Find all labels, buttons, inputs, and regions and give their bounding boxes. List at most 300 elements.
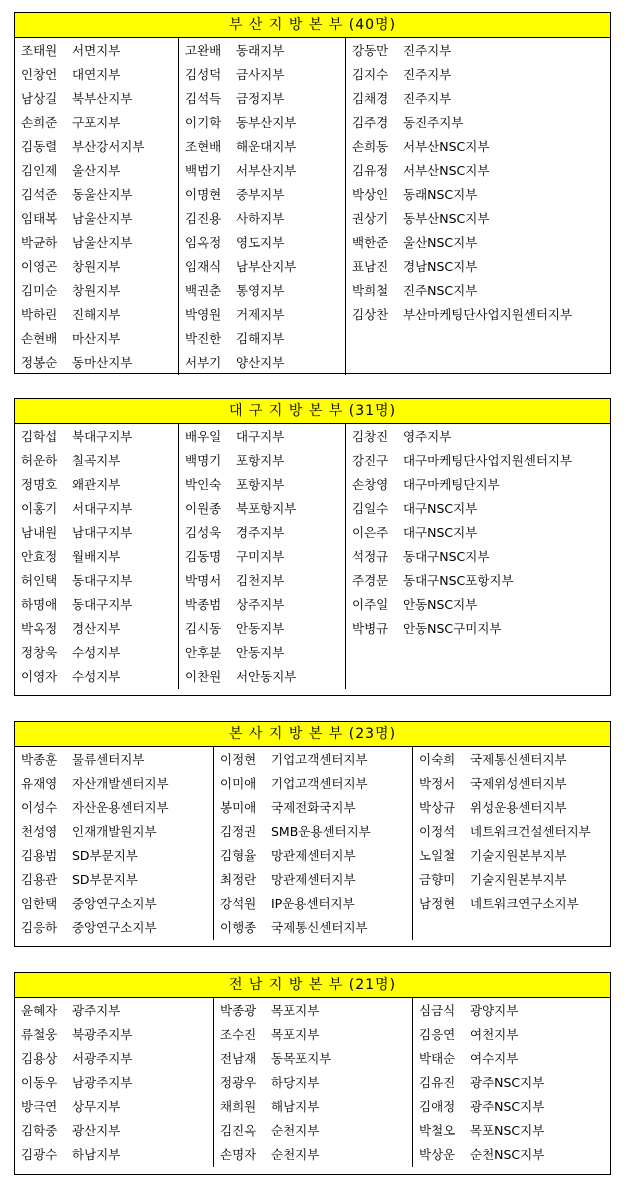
member-entry <box>15 820 213 844</box>
member-column <box>213 998 412 1167</box>
member-name: 강진구 <box>352 453 389 468</box>
member-name: 김응연 <box>419 1027 456 1042</box>
member-org: 위성운용센터지부 <box>470 800 567 815</box>
member-org: 동래지부 <box>236 43 285 58</box>
member-org: 북부산지부 <box>72 91 133 106</box>
member-org: 양산지부 <box>236 355 285 370</box>
member-name: 이주일 <box>352 597 389 612</box>
member-org: 동대구지부 <box>72 597 133 612</box>
member-name: 고완배 <box>185 43 222 58</box>
member-entry <box>214 1047 412 1071</box>
member-org: 안동NSC구미지부 <box>403 621 502 636</box>
section-title: 대 구 지 방 본 부 (31명) <box>15 399 610 424</box>
member-name: 이행종 <box>220 920 257 935</box>
member-entry <box>15 1143 213 1167</box>
member-entry <box>15 1071 213 1095</box>
member-entry <box>179 159 345 183</box>
member-name: 김용관 <box>21 872 58 887</box>
member-entry <box>179 569 345 593</box>
member-org: 동울산지부 <box>72 187 133 202</box>
member-org: 광주지부 <box>72 1003 121 1018</box>
member-entry <box>346 303 610 327</box>
member-name: 김시동 <box>185 621 222 636</box>
member-entry <box>15 87 178 111</box>
member-org: 중부지부 <box>236 187 285 202</box>
member-name: 노일철 <box>419 848 456 863</box>
member-entry <box>179 545 345 569</box>
member-entry <box>214 868 412 892</box>
member-entry <box>179 303 345 327</box>
member-entry <box>15 545 178 569</box>
member-entry <box>346 593 610 617</box>
member-entry <box>413 999 610 1023</box>
member-name: 김진용 <box>185 211 222 226</box>
member-name: 권상기 <box>352 211 389 226</box>
member-name: 이영곤 <box>21 259 58 274</box>
member-org: 해운대지부 <box>236 139 297 154</box>
member-entry <box>15 135 178 159</box>
member-name: 정창욱 <box>21 645 58 660</box>
member-org: 망관제센터지부 <box>271 872 356 887</box>
member-column <box>178 38 345 375</box>
member-entry <box>15 303 178 327</box>
section-title: 본 사 지 방 본 부 (23명) <box>15 722 610 747</box>
member-org: 울산지부 <box>72 163 121 178</box>
member-org: 자산운용센터지부 <box>72 800 169 815</box>
member-entry <box>214 820 412 844</box>
member-name: 정광우 <box>220 1075 257 1090</box>
member-entry <box>179 111 345 135</box>
member-org: 부산강서지부 <box>72 139 145 154</box>
member-entry <box>15 999 213 1023</box>
member-org: 왜관지부 <box>72 477 121 492</box>
member-org: 목포NSC지부 <box>470 1123 545 1138</box>
member-name: 박옥정 <box>21 621 58 636</box>
member-org: 순천지부 <box>271 1147 320 1162</box>
member-org: 포항지부 <box>236 453 285 468</box>
member-org: 광양지부 <box>470 1003 519 1018</box>
member-org: 순천지부 <box>271 1123 320 1138</box>
member-org: 남광주지부 <box>72 1075 133 1090</box>
member-org: 기술지원본부지부 <box>470 848 567 863</box>
member-entry <box>346 207 610 231</box>
member-name: 김용상 <box>21 1051 58 1066</box>
member-name: 류철웅 <box>21 1027 58 1042</box>
member-entry <box>15 796 213 820</box>
member-entry <box>15 617 178 641</box>
member-entry <box>15 63 178 87</box>
member-entry <box>346 617 610 641</box>
member-name: 김창진 <box>352 429 389 444</box>
member-columns <box>15 38 610 375</box>
member-org: 순천NSC지부 <box>470 1147 545 1162</box>
member-name: 서부기 <box>185 355 222 370</box>
member-entry <box>179 665 345 689</box>
member-org: 김천지부 <box>236 573 285 588</box>
member-entry <box>346 279 610 303</box>
member-entry <box>15 449 178 473</box>
member-entry <box>179 63 345 87</box>
member-name: 김동렬 <box>21 139 58 154</box>
section-busan <box>14 12 611 374</box>
member-org: 목포지부 <box>271 1003 320 1018</box>
member-entry <box>214 796 412 820</box>
member-entry <box>346 473 610 497</box>
member-name: 박병규 <box>352 621 389 636</box>
section-jeonnam <box>14 972 611 1175</box>
member-name: 손희동 <box>352 139 389 154</box>
member-org: 진주NSC지부 <box>403 283 478 298</box>
member-entry <box>15 868 213 892</box>
member-name: 채희원 <box>220 1099 257 1114</box>
member-org: 자산개발센터지부 <box>72 776 169 791</box>
member-entry <box>179 473 345 497</box>
member-entry <box>214 1095 412 1119</box>
member-name: 허인택 <box>21 573 58 588</box>
member-entry <box>15 473 178 497</box>
member-entry <box>346 159 610 183</box>
member-name: 김정권 <box>220 824 257 839</box>
member-entry <box>413 892 610 916</box>
member-entry <box>15 1047 213 1071</box>
member-org: 국제위성센터지부 <box>470 776 567 791</box>
member-entry <box>413 748 610 772</box>
member-org: 동목포지부 <box>271 1051 332 1066</box>
member-entry <box>413 1095 610 1119</box>
member-org: 월배지부 <box>72 549 121 564</box>
member-org: 김해지부 <box>236 331 285 346</box>
member-entry <box>179 351 345 375</box>
member-org: 수성지부 <box>72 645 121 660</box>
member-name: 박영원 <box>185 307 222 322</box>
member-org: 광주NSC지부 <box>470 1075 545 1090</box>
member-entry <box>346 111 610 135</box>
member-columns <box>15 747 610 940</box>
member-entry <box>214 892 412 916</box>
member-org: 마산지부 <box>72 331 121 346</box>
member-name: 박종광 <box>220 1003 257 1018</box>
member-org: 동마산지부 <box>72 355 133 370</box>
member-name: 김채경 <box>352 91 389 106</box>
member-name: 김일수 <box>352 501 389 516</box>
member-name: 임태복 <box>21 211 58 226</box>
member-org: 금정지부 <box>236 91 285 106</box>
member-org: 진주지부 <box>403 43 452 58</box>
member-name: 박진한 <box>185 331 222 346</box>
member-org: 동래NSC지부 <box>403 187 478 202</box>
member-org: 광주NSC지부 <box>470 1099 545 1114</box>
member-entry <box>346 569 610 593</box>
section-daegu <box>14 398 611 696</box>
member-name: 김광수 <box>21 1147 58 1162</box>
member-entry <box>15 279 178 303</box>
member-name: 김응하 <box>21 920 58 935</box>
member-name: 김유진 <box>419 1075 456 1090</box>
member-entry <box>15 159 178 183</box>
member-org: 서부산NSC지부 <box>403 139 490 154</box>
member-columns <box>15 998 610 1167</box>
member-org: 하남지부 <box>72 1147 121 1162</box>
member-name: 남정현 <box>419 896 456 911</box>
member-entry <box>15 207 178 231</box>
member-name: 손명자 <box>220 1147 257 1162</box>
member-entry <box>179 279 345 303</box>
member-org: 안동NSC지부 <box>403 597 478 612</box>
member-name: 박정서 <box>419 776 456 791</box>
member-entry <box>179 135 345 159</box>
member-entry <box>15 39 178 63</box>
member-entry <box>214 1071 412 1095</box>
member-name: 배우일 <box>185 429 222 444</box>
member-org: 금사지부 <box>236 67 285 82</box>
section-title: 전 남 지 방 본 부 (21명) <box>15 973 610 998</box>
member-org: 중앙연구소지부 <box>72 896 157 911</box>
member-entry <box>346 135 610 159</box>
member-org: 대구지부 <box>236 429 285 444</box>
member-name: 정명호 <box>21 477 58 492</box>
member-org: 대구NSC지부 <box>403 501 478 516</box>
member-name: 윤혜자 <box>21 1003 58 1018</box>
member-name: 이미애 <box>220 776 257 791</box>
member-name: 금향미 <box>419 872 456 887</box>
member-entry <box>346 183 610 207</box>
member-org: 진주지부 <box>403 91 452 106</box>
member-entry <box>346 545 610 569</box>
member-org: 하당지부 <box>271 1075 320 1090</box>
section-title: 부 산 지 방 본 부 (40명) <box>15 13 610 38</box>
member-entry <box>15 665 178 689</box>
member-name: 이성수 <box>21 800 58 815</box>
member-entry <box>346 39 610 63</box>
member-name: 인창언 <box>21 67 58 82</box>
member-org: 기업고객센터지부 <box>271 752 368 767</box>
member-org: 칠곡지부 <box>72 453 121 468</box>
member-org: 여수지부 <box>470 1051 519 1066</box>
member-column <box>412 747 610 940</box>
member-column <box>15 38 178 375</box>
member-name: 허운하 <box>21 453 58 468</box>
member-entry <box>346 497 610 521</box>
member-org: 영도지부 <box>236 235 285 250</box>
member-org: 기업고객센터지부 <box>271 776 368 791</box>
member-columns <box>15 424 610 689</box>
member-entry <box>15 231 178 255</box>
member-entry <box>214 844 412 868</box>
member-entry <box>15 844 213 868</box>
member-name: 석정규 <box>352 549 389 564</box>
member-org: 경남NSC지부 <box>403 259 478 274</box>
member-entry <box>413 1119 610 1143</box>
member-entry <box>179 39 345 63</box>
member-name: 임재식 <box>185 259 222 274</box>
member-entry <box>214 916 412 940</box>
member-name: 이찬원 <box>185 669 222 684</box>
member-name: 주경문 <box>352 573 389 588</box>
member-name: 김지수 <box>352 67 389 82</box>
member-name: 김진옥 <box>220 1123 257 1138</box>
member-org: 사하지부 <box>236 211 285 226</box>
member-org: 거제지부 <box>236 307 285 322</box>
member-org: SMB운용센터지부 <box>271 824 371 839</box>
member-entry <box>413 844 610 868</box>
member-column <box>15 998 213 1167</box>
member-name: 전남재 <box>220 1051 257 1066</box>
member-name: 방극연 <box>21 1099 58 1114</box>
member-name: 박균하 <box>21 235 58 250</box>
member-name: 김상찬 <box>352 307 389 322</box>
member-name: 이정현 <box>220 752 257 767</box>
member-entry <box>413 1047 610 1071</box>
member-org: 구미지부 <box>236 549 285 564</box>
member-org: 동대구NSC포항지부 <box>403 573 514 588</box>
member-name: 하명애 <box>21 597 58 612</box>
member-org: 대구마케팅단사업지원센터지부 <box>403 453 573 468</box>
member-name: 안후분 <box>185 645 222 660</box>
member-entry <box>15 497 178 521</box>
member-name: 남내원 <box>21 525 58 540</box>
member-entry <box>413 796 610 820</box>
member-org: IP운용센터지부 <box>271 896 355 911</box>
member-entry <box>346 255 610 279</box>
member-org: 남울산지부 <box>72 211 133 226</box>
member-name: 조태원 <box>21 43 58 58</box>
member-column <box>345 38 610 375</box>
member-org: 목포지부 <box>271 1027 320 1042</box>
member-name: 박철오 <box>419 1123 456 1138</box>
member-entry <box>179 497 345 521</box>
member-name: 손현배 <box>21 331 58 346</box>
member-column <box>412 998 610 1167</box>
member-entry <box>15 1023 213 1047</box>
member-org: 남부산지부 <box>236 259 297 274</box>
member-entry <box>179 183 345 207</box>
member-entry <box>413 868 610 892</box>
member-name: 김유정 <box>352 163 389 178</box>
member-column <box>345 424 610 689</box>
member-entry <box>179 87 345 111</box>
member-org: 대구마케팅단지부 <box>403 477 500 492</box>
member-entry <box>15 351 178 375</box>
member-name: 조현배 <box>185 139 222 154</box>
member-org: 부산마케팅단사업지원센터지부 <box>403 307 573 322</box>
member-name: 박상규 <box>419 800 456 815</box>
member-name: 이숙희 <box>419 752 456 767</box>
member-org: 영주지부 <box>403 429 452 444</box>
member-name: 이정석 <box>419 824 456 839</box>
member-org: 동부산지부 <box>236 115 297 130</box>
member-org: 광산지부 <box>72 1123 121 1138</box>
member-name: 강동만 <box>352 43 389 58</box>
member-org: 북광주지부 <box>72 1027 133 1042</box>
member-name: 임옥정 <box>185 235 222 250</box>
member-entry <box>346 521 610 545</box>
member-entry <box>15 916 213 940</box>
member-column <box>15 747 213 940</box>
member-name: 백권춘 <box>185 283 222 298</box>
member-name: 강석원 <box>220 896 257 911</box>
member-name: 안효정 <box>21 549 58 564</box>
member-entry <box>413 1023 610 1047</box>
member-name: 이은주 <box>352 525 389 540</box>
member-entry <box>179 255 345 279</box>
member-entry <box>413 1143 610 1167</box>
member-entry <box>15 593 178 617</box>
member-org: 경주지부 <box>236 525 285 540</box>
member-name: 심금식 <box>419 1003 456 1018</box>
member-name: 김학중 <box>21 1123 58 1138</box>
member-org: 서면지부 <box>72 43 121 58</box>
member-org: 진해지부 <box>72 307 121 322</box>
member-entry <box>15 327 178 351</box>
member-org: 대연지부 <box>72 67 121 82</box>
member-name: 김성욱 <box>185 525 222 540</box>
member-name: 김인제 <box>21 163 58 178</box>
member-org: 서부산지부 <box>236 163 297 178</box>
member-name: 박명서 <box>185 573 222 588</box>
member-org: 망관제센터지부 <box>271 848 356 863</box>
member-org: 동대구지부 <box>72 573 133 588</box>
member-entry <box>15 1119 213 1143</box>
member-name: 천성영 <box>21 824 58 839</box>
member-name: 박희철 <box>352 283 389 298</box>
member-entry <box>346 425 610 449</box>
member-org: 상주지부 <box>236 597 285 612</box>
member-entry <box>179 327 345 351</box>
member-org: 서부산NSC지부 <box>403 163 490 178</box>
member-org: 서대구지부 <box>72 501 133 516</box>
member-entry <box>15 1095 213 1119</box>
member-org: SD부문지부 <box>72 872 138 887</box>
member-name: 박인숙 <box>185 477 222 492</box>
member-entry <box>214 1119 412 1143</box>
member-name: 김석득 <box>185 91 222 106</box>
member-name: 박태순 <box>419 1051 456 1066</box>
member-entry <box>214 748 412 772</box>
member-org: 창원지부 <box>72 259 121 274</box>
member-name: 이명현 <box>185 187 222 202</box>
member-name: 박종범 <box>185 597 222 612</box>
member-entry <box>214 772 412 796</box>
member-name: 김용범 <box>21 848 58 863</box>
member-name: 이기학 <box>185 115 222 130</box>
member-org: 인재개발원지부 <box>72 824 157 839</box>
member-entry <box>179 449 345 473</box>
member-org: 구포지부 <box>72 115 121 130</box>
member-entry <box>15 892 213 916</box>
member-name: 김미순 <box>21 283 58 298</box>
member-name: 남상길 <box>21 91 58 106</box>
member-org: 네트워크연구소지부 <box>470 896 579 911</box>
member-org: 여천지부 <box>470 1027 519 1042</box>
member-org: 네트워크건설센터지부 <box>470 824 591 839</box>
member-entry <box>15 569 178 593</box>
member-org: 북대구지부 <box>72 429 133 444</box>
member-entry <box>346 231 610 255</box>
member-org: 동대구NSC지부 <box>403 549 490 564</box>
member-column <box>15 424 178 689</box>
member-name: 백범기 <box>185 163 222 178</box>
member-name: 박하린 <box>21 307 58 322</box>
member-name: 김성덕 <box>185 67 222 82</box>
member-entry <box>179 617 345 641</box>
member-name: 최정란 <box>220 872 257 887</box>
member-org: 동부산NSC지부 <box>403 211 490 226</box>
member-org: 국제통신센터지부 <box>470 752 567 767</box>
member-entry <box>15 641 178 665</box>
member-org: 남울산지부 <box>72 235 133 250</box>
member-entry <box>15 772 213 796</box>
member-org: 안동지부 <box>236 621 285 636</box>
